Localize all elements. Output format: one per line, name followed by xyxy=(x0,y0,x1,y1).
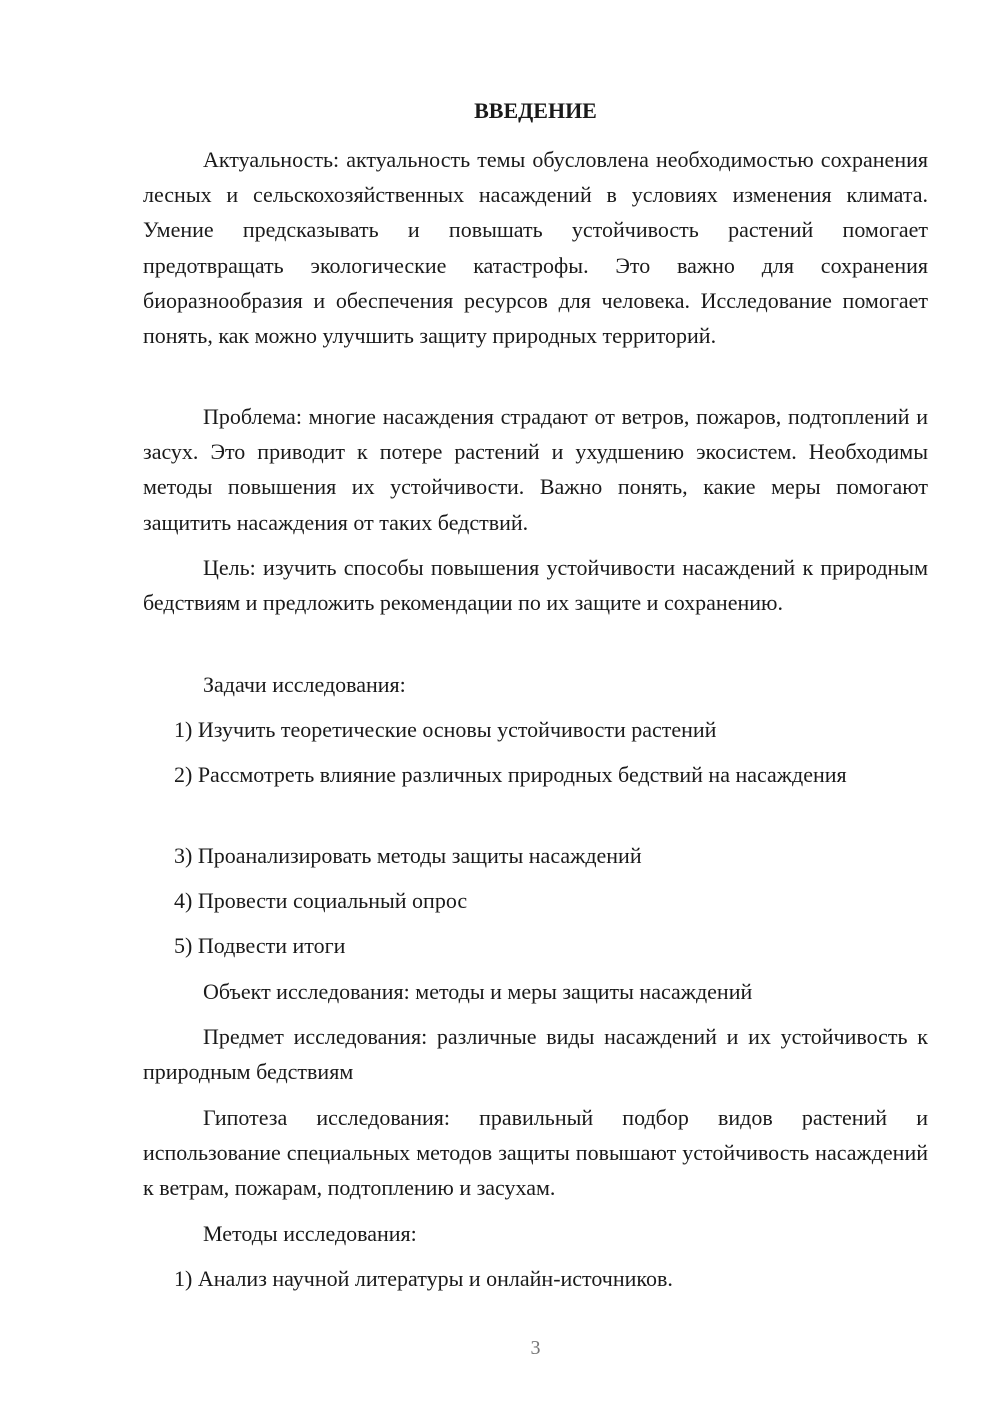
paragraph-object: Объект исследования: методы и меры защиты насаждений xyxy=(203,979,753,1004)
list-item-task-1: 1) Изучить теоретические основы устойчивости растений xyxy=(174,717,717,742)
paragraph-problem: Проблема: многие насаждения страдают от ветров, пожаров, подтоплений и засух. Это приводит к потере растений и ухудшению экосистем. Необходимы методы повышения их устойчивости. Важно понять, какие меры помогают защитить насаждения от таких бедствий. xyxy=(143,404,928,535)
paragraph-relevance: Актуальность: актуальность темы обусловлена необходимостью сохранения лесных и сельскохозяйственных насаждений в условиях изменения климата. Умение предсказывать и повышать устойчивость растений помогает предотвращать экологические катастрофы. Это важно для сохранения биоразнообразия и обеспечения ресурсов для человека. Исследование помогает понять, как можно улучшить защиту природных территорий. xyxy=(143,147,928,349)
section-title: ВВЕДЕНИЕ xyxy=(474,98,597,123)
paragraph-tasks-heading: Задачи исследования: xyxy=(203,672,406,697)
list-item-task-2: 2) Рассмотреть влияние различных природных бедствий на насаждения xyxy=(174,762,847,787)
paragraph-subject: Предмет исследования: различные виды насаждений и их устойчивость к природным бедствиям xyxy=(143,1024,928,1085)
list-item-task-5: 5) Подвести итоги xyxy=(174,933,346,958)
paragraph-methods-heading: Методы исследования: xyxy=(203,1221,417,1246)
list-item-task-3: 3) Проанализировать методы защиты насаждений xyxy=(174,843,642,868)
page-number: 3 xyxy=(530,1337,541,1359)
list-item-task-4: 4) Провести социальный опрос xyxy=(174,888,468,913)
list-item-method-1: 1) Анализ научной литературы и онлайн-источников. xyxy=(174,1266,673,1291)
paragraph-hypothesis: Гипотеза исследования: правильный подбор видов растений и использование специальных методов защиты повышают устойчивость насаждений к ветрам, пожарам, подтоплению и засухам. xyxy=(143,1105,928,1201)
paragraph-goal: Цель: изучить способы повышения устойчивости насаждений к природным бедствиям и предложить рекомендации по их защите и сохранению. xyxy=(143,555,928,616)
